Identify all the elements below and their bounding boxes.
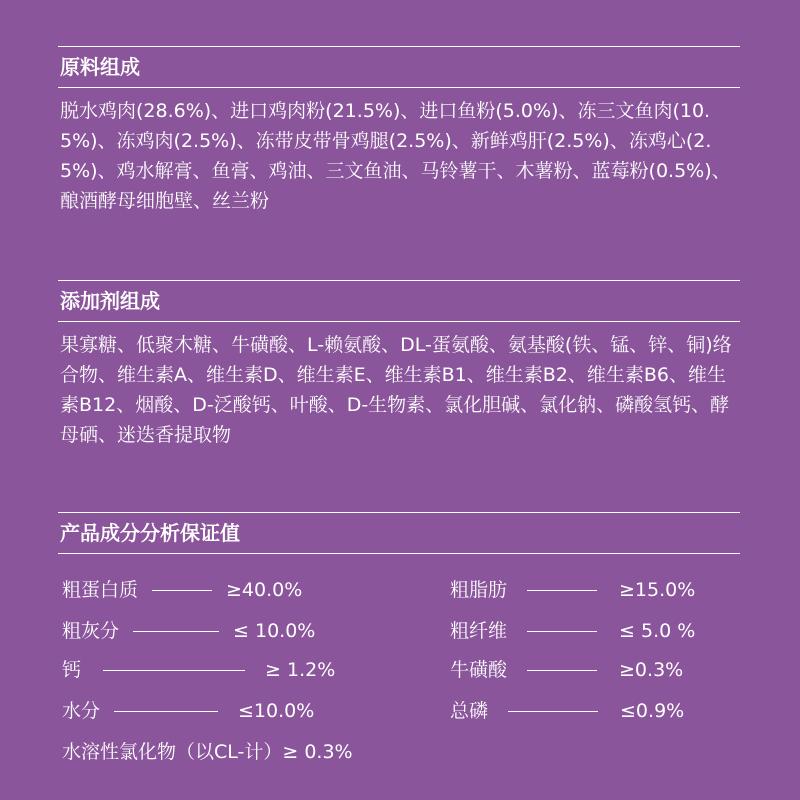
analysis-label: 粗脂肪 (450, 579, 508, 601)
dash-line (133, 631, 219, 632)
analysis-footer: 水溶性氯化物（以CL-计）≥ 0.3% (62, 741, 353, 763)
ingredients-section (58, 46, 740, 216)
analysis-section (58, 512, 740, 554)
dash-line (114, 711, 218, 712)
analysis-value: ≥15.0% (619, 579, 696, 601)
analysis-value: ≤0.9% (620, 700, 685, 722)
additives-heading: 添加剂组成 (60, 289, 160, 313)
analysis-value: ≥ 1.2% (265, 659, 336, 681)
dash-line (152, 590, 212, 591)
heading-divider (58, 87, 740, 88)
analysis-heading: 产品成分分析保证值 (60, 521, 240, 545)
analysis-label: 粗灰分 (62, 620, 120, 642)
dash-line (508, 711, 598, 712)
top-divider (58, 512, 740, 513)
analysis-label: 牛磺酸 (450, 659, 508, 681)
dash-line (527, 631, 597, 632)
analysis-label: 水分 (62, 700, 101, 722)
analysis-value: ≥40.0% (226, 579, 303, 601)
analysis-row-ash (62, 616, 315, 646)
analysis-value: ≤ 10.0% (233, 620, 316, 642)
analysis-row-fiber (450, 616, 695, 646)
analysis-value: ≥0.3% (619, 659, 684, 681)
analysis-row-fat (450, 575, 695, 605)
analysis-row-phosphorus (450, 696, 684, 726)
additives-text: 果寡糖、低聚木糖、牛磺酸、L-赖氨酸、DL-蛋氨酸、氨基酸(铁、锰、锌、铜)络合物、维生素A、维生素D、维生素E、维生素B1、维生素B2、维生素B6、维生素B12、烟酸、D-泛酸钙、叶酸、D-生物素、氯化胆碱、氯化钠、磷酸氢钙、酵母硒、迷迭香提取物 (60, 334, 732, 446)
additives-section (58, 280, 740, 450)
dash-line (527, 590, 597, 591)
dash-line (103, 670, 245, 671)
ingredients-heading: 原料组成 (60, 55, 140, 79)
analysis-row-taurine (450, 655, 683, 685)
analysis-label: 钙 (62, 659, 82, 681)
analysis-row-moisture (62, 696, 314, 726)
analysis-value: ≤ 5.0 % (619, 620, 696, 642)
heading-divider (58, 553, 740, 554)
analysis-row-calcium (62, 655, 335, 685)
top-divider (58, 46, 740, 47)
heading-divider (58, 321, 740, 322)
analysis-value: ≤10.0% (238, 700, 315, 722)
dash-line (527, 670, 597, 671)
analysis-label: 粗蛋白质 (62, 579, 139, 601)
top-divider (58, 280, 740, 281)
analysis-row-protein (62, 575, 302, 605)
analysis-label: 粗纤维 (450, 620, 508, 642)
ingredients-text: 脱水鸡肉(28.6%)、进口鸡肉粉(21.5%)、进口鱼粉(5.0%)、冻三文鱼肉(10.5%)、冻鸡肉(2.5%)、冻带皮带骨鸡腿(2.5%)、新鲜鸡肝(2.5%)、冻鸡心(2.5%)、鸡水解膏、鱼膏、鸡油、三文鱼油、马铃薯干、木薯粉、蓝莓粉(0.5%)、酿酒酵母细胞壁、丝兰粉 (60, 100, 731, 212)
analysis-label: 总磷 (450, 700, 489, 722)
